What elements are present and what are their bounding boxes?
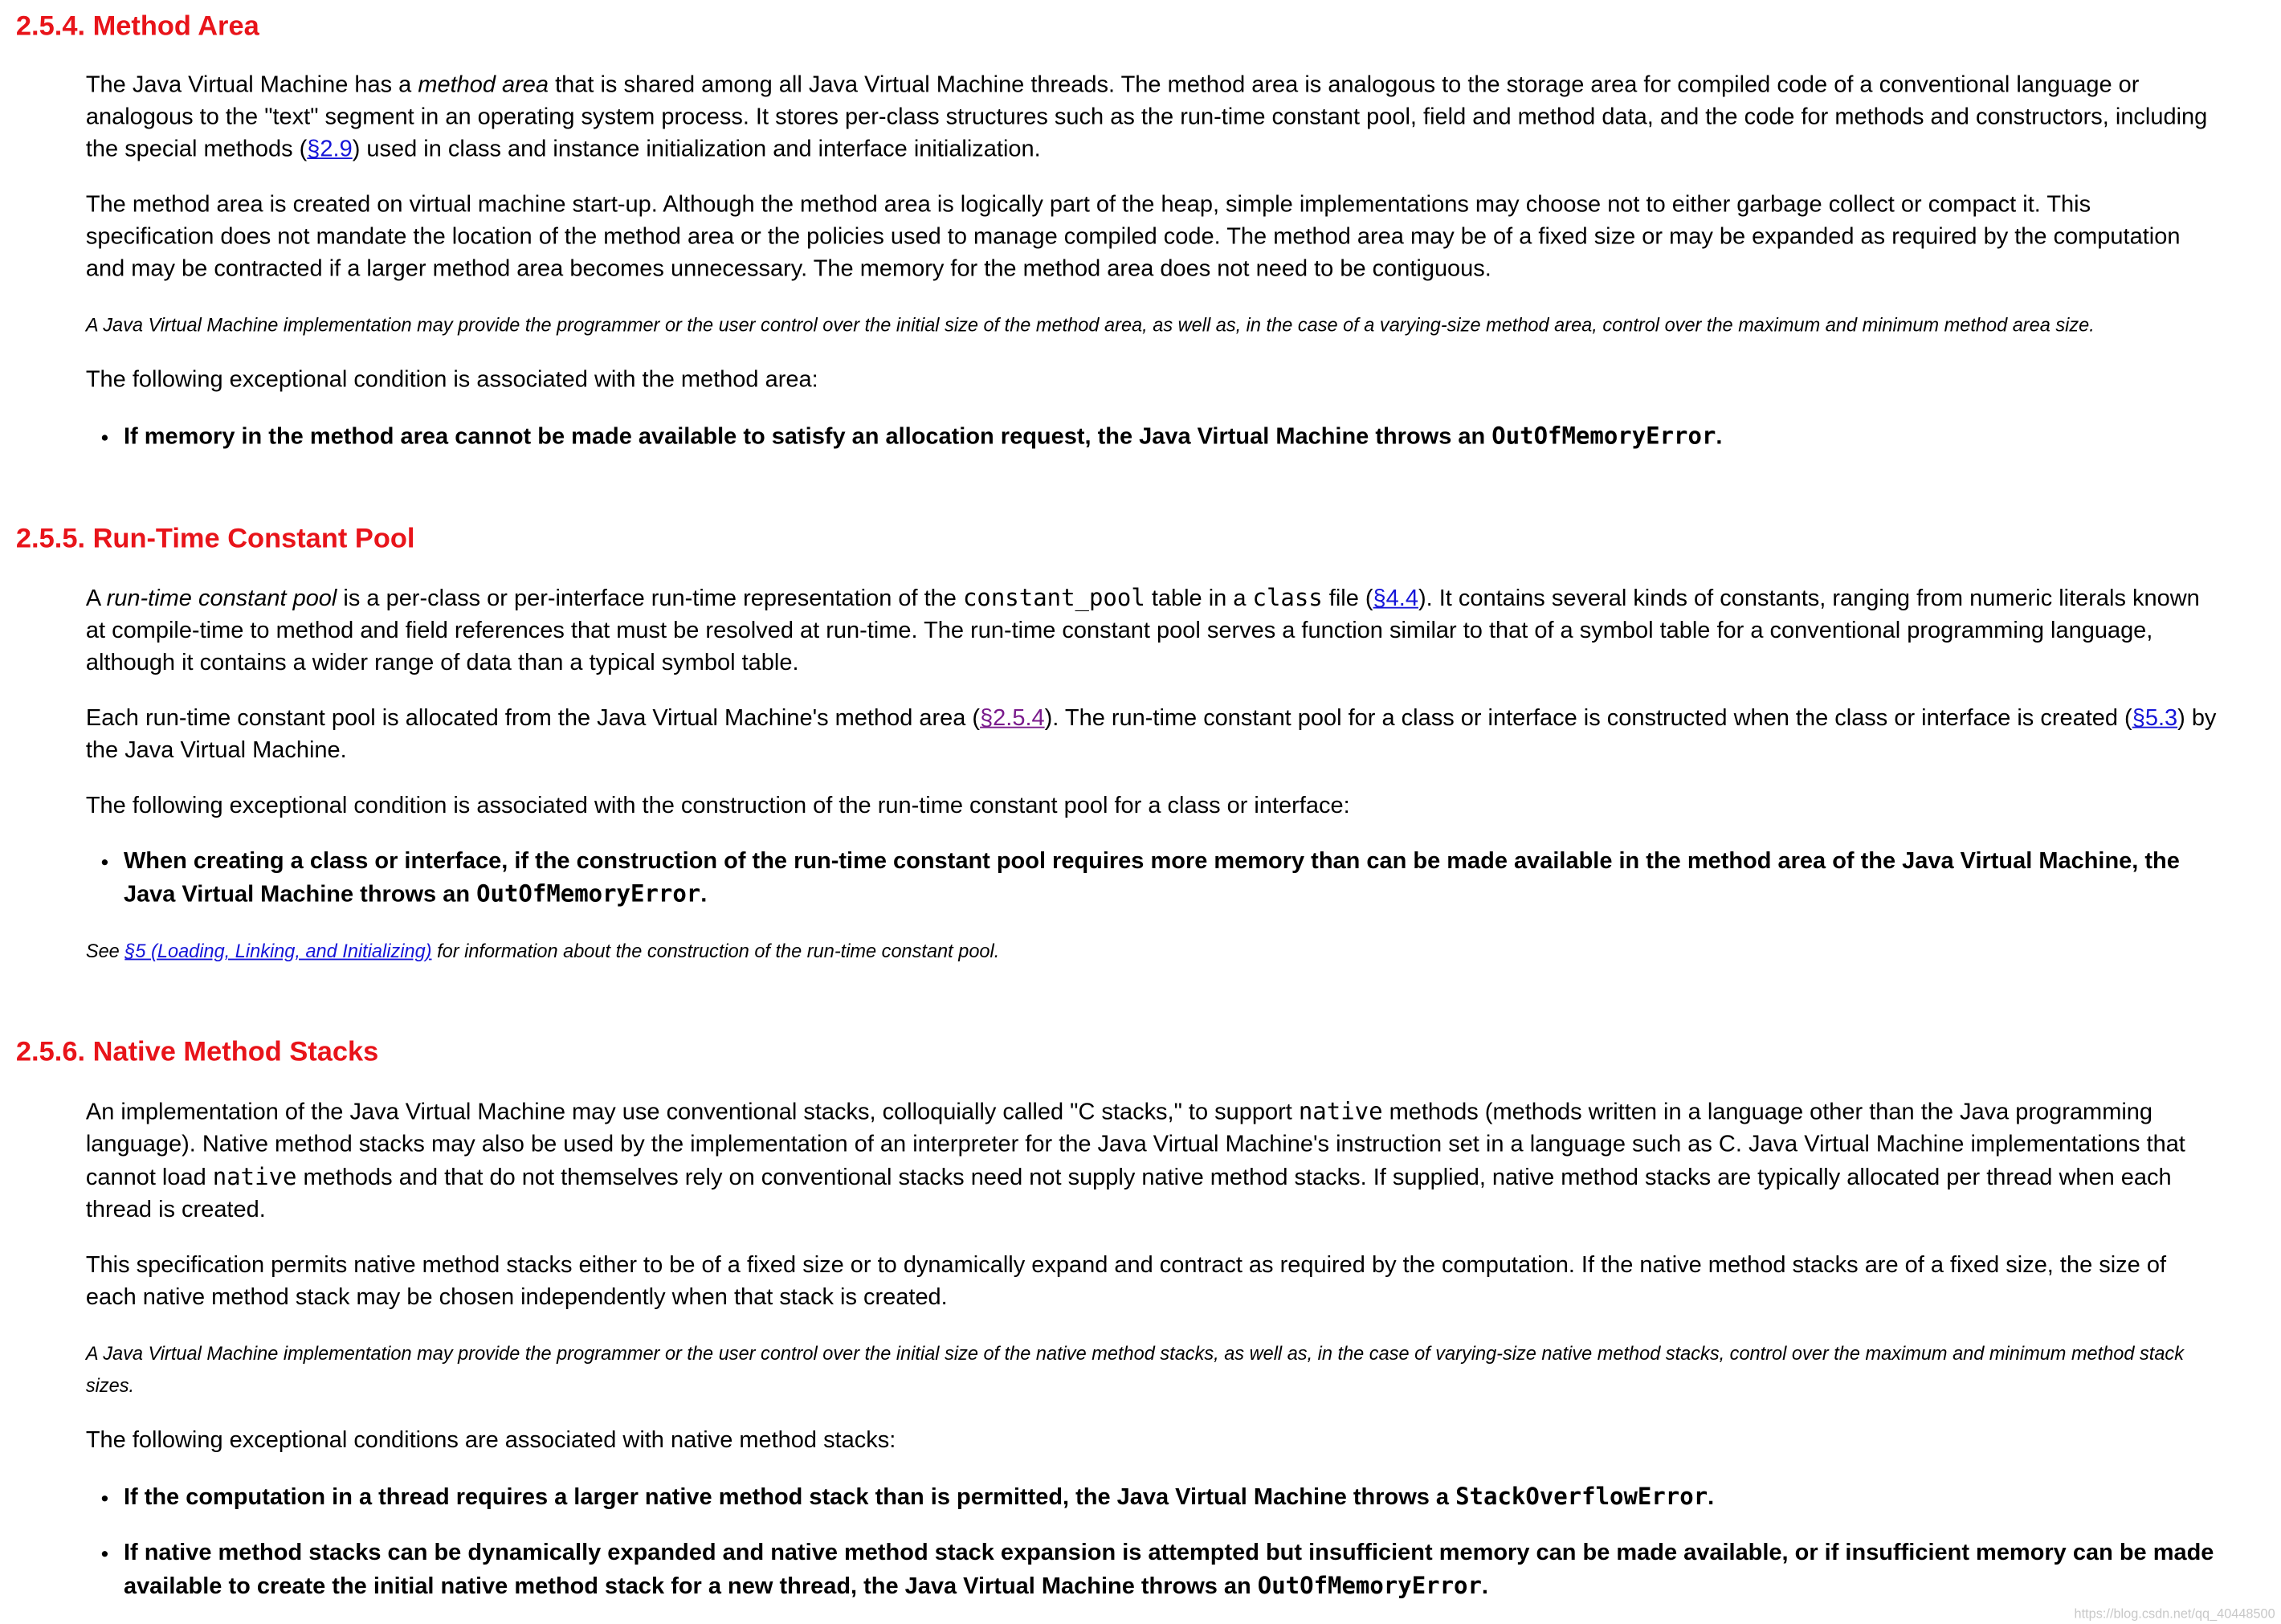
code-term: class <box>1252 583 1323 612</box>
section-native-method-stacks <box>0 967 2281 1603</box>
code-term: native <box>1298 1097 1383 1125</box>
link-section-4-4[interactable]: §4.4 <box>1373 586 1418 612</box>
exception-list <box>86 420 2218 454</box>
paragraph: The following exceptional conditions are associated with native method stacks: <box>85 1428 896 1454</box>
paragraph: The method area is created on virtual machine start-up. Although the method area is logically part of the heap, simple implementations may choose not to either garbage collect or compact it. This specification does not mandate the location of the method area or the policies used to manage compiled code. The method area may be of a fixed size or may be expanded as required by the computation and may be contracted if a larger method area becomes unnecessary. The memory for the method area does not need to be contiguous. <box>85 192 2181 282</box>
note-paragraph: A Java Virtual Machine implementation may provide the programmer or the user control over the initial size of the method area, as well as, in the case of a varying-size method area, control over the maximum and minimum method area size. <box>85 313 2095 336</box>
link-chapter-5[interactable]: §5 (Loading, Linking, and Initializing) <box>124 939 432 962</box>
section-heading: 2.5.5. Run-Time Constant Pool <box>15 524 415 555</box>
code-term: constant_pool <box>962 583 1145 612</box>
note-paragraph: See §5 (Loading, Linking, and Initializing) for information about the construction of the run-time constant pool. <box>85 939 1000 962</box>
paragraph: A run-time constant pool is a per-class or per-interface run-time representation of the constant_pool table in a class file (§4.4). It contains several kinds of constants, ranging from numeric literals known at compile-time to method and field references that must be resolved at run-time. The run-time constant pool serves a function similar to that of a symbol table for a conventional programming language, although it contains a wider range of data than a typical symbol table. <box>85 583 2200 676</box>
exception-list <box>86 1481 2218 1604</box>
link-section-2-9[interactable]: §2.9 <box>307 137 353 162</box>
paragraph: The Java Virtual Machine has a method area that is shared among all Java Virtual Machine threads. The method area is analogous to the storage area for compiled code of a conventional language or analogous to the "text" segment in an operating system process. It stores per-class structures such as the run-time constant pool, field and method data, and the code for methods and constructors, including the special methods (§2.9) used in class and instance initialization and interface initialization. <box>85 72 2208 162</box>
error-class-name: StackOverflowError <box>1455 1482 1708 1511</box>
emphasis: method area <box>418 72 549 98</box>
list-item: • If the computation in a thread requires a larger native method stack than is permitted, the Java Virtual Machine throws a StackOverflowError. <box>124 1481 2218 1515</box>
error-class-name: OutOfMemoryError <box>1257 1571 1482 1600</box>
section-run-time-constant-pool <box>0 454 2281 967</box>
note-paragraph: A Java Virtual Machine implementation may provide the programmer or the user control over the initial size of the native method stacks, as well as, in the case of varying-size native method stacks, control over the maximum and minimum method stack sizes. <box>85 1342 2184 1397</box>
paragraph: The following exceptional condition is associated with the method area: <box>85 367 818 393</box>
section-heading: 2.5.6. Native Method Stacks <box>15 1037 379 1068</box>
exception-list <box>86 847 2218 912</box>
paragraph: An implementation of the Java Virtual Machine may use conventional stacks, colloquially called "C stacks," to support native methods (methods written in a language other than the Java programming language). Native method stacks may also be used by the implementation of an interpreter for the Java Virtual Machine's instruction set in a language such as C. Java Virtual Machine implementations that cannot load native methods and that do not themselves rely on conventional stacks need not supply native method stacks. If supplied, native method stacks are typically allocated per thread when each thread is created. <box>85 1097 2185 1223</box>
list-item: • When creating a class or interface, if the construction of the run-time constant pool requires more memory than can be made available in the method area of the Java Virtual Machine, the Java Virtual Machine throws an OutOfMemoryError. <box>124 847 2218 912</box>
error-class-name: OutOfMemoryError <box>476 879 701 908</box>
link-section-2-5-4[interactable]: §2.5.4 <box>980 706 1045 732</box>
list-item: • If native method stacks can be dynamically expanded and native method stack expansion is attempted but insufficient memory can be made available, or if insufficient memory can be made available to create the initial native method stack for a new thread, the Java Virtual Machine throws an OutOfMemoryError. <box>124 1538 2218 1604</box>
section-method-area <box>0 0 2281 454</box>
paragraph: This specification permits native method stacks either to be of a fixed size or to dynamically expand and contract as required by the computation. If the native method stacks are of a fixed size, the size of each native method stack may be chosen independently when that stack is created. <box>85 1253 2167 1311</box>
section-heading: 2.5.4. Method Area <box>15 11 259 43</box>
paragraph: Each run-time constant pool is allocated from the Java Virtual Machine's method area (§2.5.4). The run-time constant pool for a class or interface is constructed when the class or interface is created (§5.3) by the Java Virtual Machine. <box>85 706 2217 764</box>
emphasis: run-time constant pool <box>106 586 337 612</box>
list-item: • If memory in the method area cannot be made available to satisfy an allocation request, the Java Virtual Machine throws an OutOfMemoryError. <box>124 420 2218 454</box>
error-class-name: OutOfMemoryError <box>1491 422 1716 450</box>
code-term: native <box>212 1162 297 1191</box>
paragraph: The following exceptional condition is associated with the construction of the run-time constant pool for a class or interface: <box>85 794 1350 819</box>
link-section-5-3[interactable]: §5.3 <box>2132 706 2178 732</box>
watermark: https://blog.csdn.net/qq_40448500 <box>2074 1606 2275 1622</box>
